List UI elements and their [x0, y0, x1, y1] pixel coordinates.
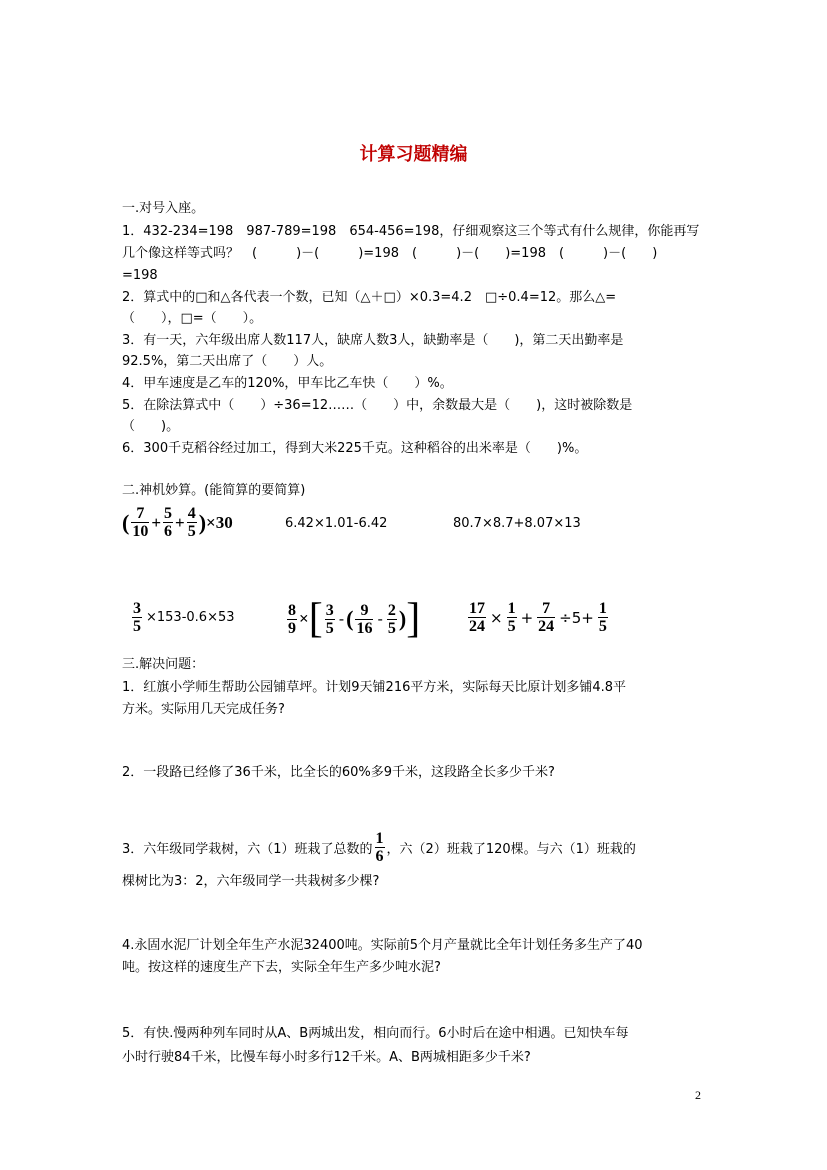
plus-sign: + — [151, 512, 162, 532]
s1-line-3: =198 — [122, 268, 158, 283]
question-3-line-1: 3．六年级同学栽树，六（1）班栽了总数的 $\frac{1}{6}$ ，六（2）班栽了120棵。与六（1）班栽的 — [122, 830, 636, 865]
s1-line-1: 1．432-234=198 987-789=198 654-456=198，仔细观察这三个等式有什么规律，你能再写 — [122, 224, 700, 239]
minus-sign: - — [338, 610, 345, 628]
s1-line-4: 2．算式中的□和△各代表一个数，已知（△＋□）×0.3=4.2 □÷0.4=12。那么△= — [122, 290, 617, 305]
minus-sign: - — [377, 610, 383, 628]
s1-line-10: （ )。 — [122, 419, 180, 434]
close-paren: ) — [198, 509, 207, 535]
fraction: $\frac{9}{16}$ — [356, 601, 373, 637]
s1-line-2: 几个像这样等式吗？ ( )－( )=198 ( )－( )=198 ( )－( ) — [122, 246, 658, 261]
fraction: $\frac{2}{5}$ — [387, 601, 396, 637]
page-number: 2 — [695, 1088, 701, 1102]
question-2: 2．一段路已经修了36千米，比全长的60%多9千米，这段路全长多少千米? — [122, 765, 555, 780]
question-4-line-1: 4.永固水泥厂计划全年生产水泥32400吨。实际前5个月产量就比全年计划任务多生产了40 — [122, 938, 643, 953]
s1-line-8: 4．甲车速度是乙车的120%，甲车比乙车快（ ）%。 — [122, 376, 453, 391]
expression-1 — [122, 505, 233, 540]
fraction: $\frac{3}{5}$ — [133, 600, 141, 635]
open-paren: ( — [346, 606, 354, 631]
expression-tail: ×30 — [206, 512, 233, 532]
expression-2: 6.42×1.01-6.42 — [285, 516, 388, 531]
question-5-line-1: 5．有快.慢两种列车同时从A、B两城出发，相向而行。6小时后在途中相遇。已知快车每 — [122, 1026, 629, 1041]
question-1-line-2: 方米。实际用几天完成任务? — [122, 702, 285, 717]
fraction: $\frac{5}{6}$ — [164, 505, 173, 540]
question-3-line-2: 棵树比为3：2，六年级同学一共栽树多少棵? — [122, 874, 380, 889]
fraction: $\frac{8}{9}$ — [288, 601, 296, 637]
expression-4 — [130, 600, 237, 635]
section-2-heading: 二.神机妙算。(能简算的要简算) — [122, 483, 306, 498]
fraction: $\frac{1}{5}$ — [507, 600, 516, 635]
question-1-line-1: 1．红旗小学师生帮助公园铺草坪。计划9天铺216平方米，实际每天比原计划多铺4.8平 — [122, 680, 627, 695]
s1-line-6: 3．有一天，六年级出席人数117人，缺席人数3人，缺勤率是（ )，第二天出勤率是 — [122, 333, 624, 348]
fraction: $\frac{4}{5}$ — [187, 505, 196, 540]
times-sign: × — [299, 609, 309, 628]
expression-tail: ×153-0.6×53 — [146, 610, 235, 625]
plus-sign: + — [520, 608, 534, 627]
page-title: 计算习题精编 — [359, 144, 468, 165]
close-paren: ) — [398, 606, 407, 631]
divide-sign: ÷5+ — [559, 608, 594, 627]
s1-line-9: 5．在除法算式中（ ）÷36=12……（ ）中，余数最大是（ )，这时被除数是 — [122, 398, 633, 413]
left-bracket: [ — [308, 596, 323, 642]
times-sign: × — [490, 608, 503, 627]
plus-sign: + — [175, 512, 185, 532]
fraction: $\frac{1}{6}$ — [375, 830, 384, 865]
expression-3: 80.7×8.7+8.07×13 — [453, 516, 581, 531]
section-1-heading: 一.对号入座。 — [122, 201, 205, 216]
section-3-heading: 三.解决问题： — [122, 657, 205, 672]
s1-line-5: （ ），□=（ ）。 — [122, 311, 263, 326]
fraction: $\frac{3}{5}$ — [325, 601, 334, 637]
expression-5 — [285, 598, 420, 640]
s1-line-7: 92.5%，第二天出席了（ ）人。 — [122, 354, 333, 369]
fraction: $\frac{1}{5}$ — [598, 600, 607, 635]
open-paren: ( — [122, 509, 130, 535]
question-5-line-2: 小时行驶84千米，比慢车每小时多行12千米。A、B两城相距多少千米? — [122, 1050, 531, 1065]
fraction: $\frac{17}{24}$ — [469, 600, 485, 635]
right-bracket: ] — [406, 596, 421, 642]
fraction: $\frac{7}{24}$ — [538, 600, 555, 635]
s1-line-11: 6．300千克稻谷经过加工，得到大米225千克。这种稻谷的出米率是（ )%。 — [122, 441, 588, 456]
question-4-line-2: 吨。按这样的速度生产下去，实际全年生产多少吨水泥? — [122, 960, 441, 975]
expression-6 — [466, 600, 610, 635]
fraction: $\frac{7}{10}$ — [132, 505, 149, 540]
